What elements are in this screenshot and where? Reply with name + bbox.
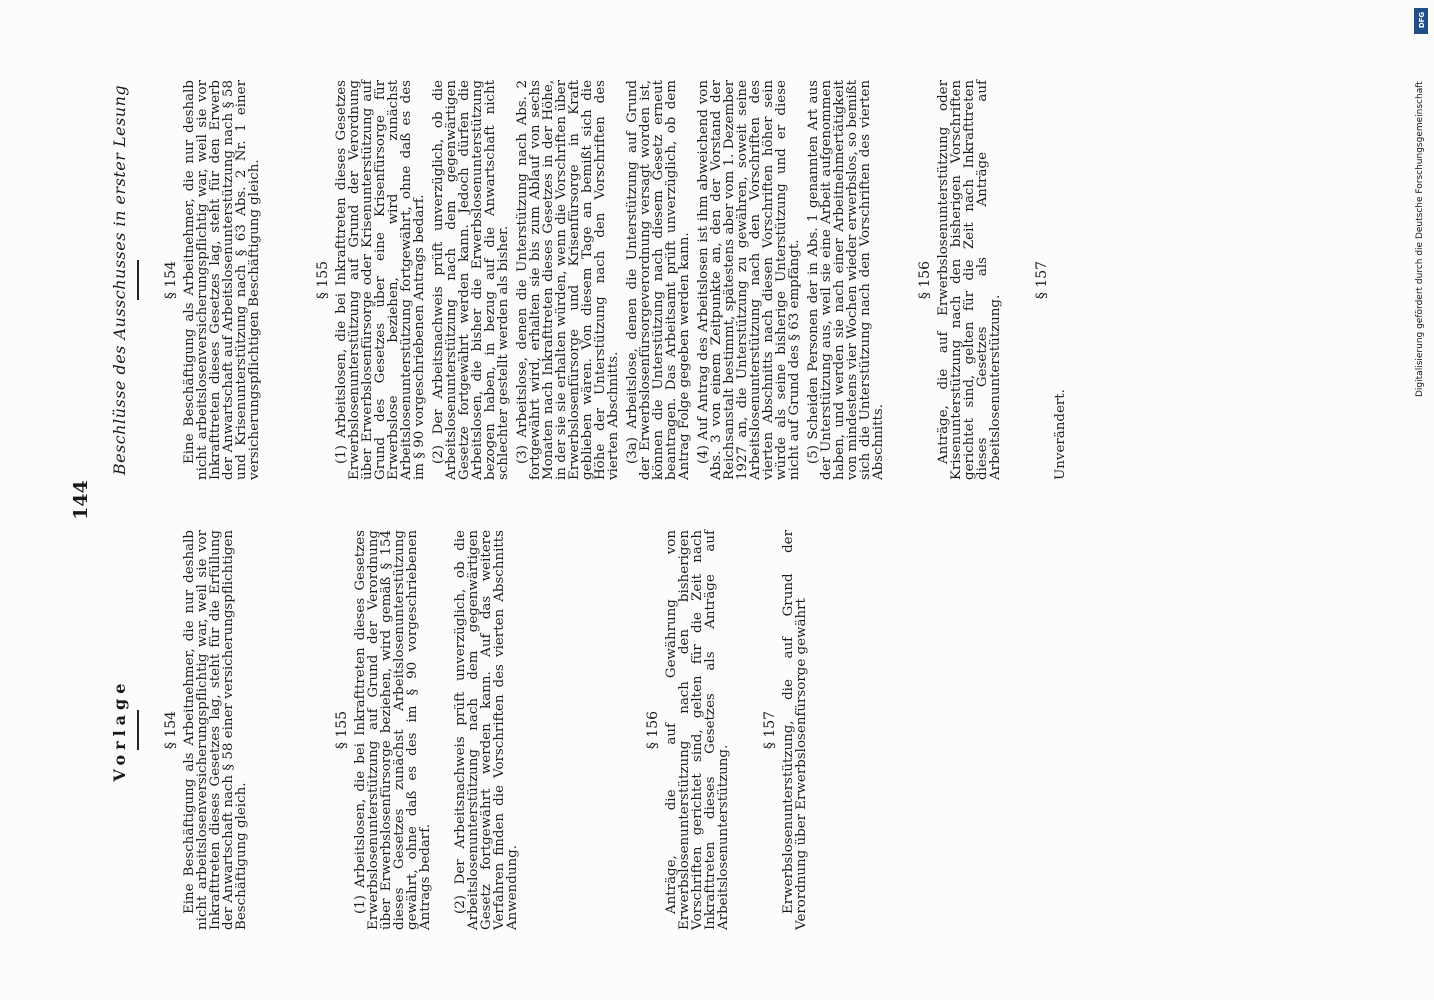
section-155-para-1: (1) Arbeitslosen, die bei Inkrafttreten dieses Gesetzes Erwerbslosenunterstützung auf Grund der Verordnung über Erwerbslosenfürsorge oder Krisenunterstützung auf Grund des Gesetzes über eine Krisenfürsorge für Erwerbslose beziehen, wird zunächst Arbeitslosenunterstützung fortgewährt, ohne daß es des im § 90 vorgeschriebenen Antrags bedarf. xyxy=(334,80,427,480)
section-155-heading: § 155 xyxy=(315,260,331,300)
section-155-para-3a: (3a) Arbeitslose, denen die Unterstützung auf Grund der Erwerbslosenfürsorgeverordnung versagt worden ist, können die Unterstützung nach diesem Gesetz erneut beantragen. Das Arbeitsamt prüft unverzüglich, ob dem Antrag Folge gegeben werden kann. xyxy=(625,80,692,480)
left-column-vorlage xyxy=(110,530,814,930)
right-column-beschluesse xyxy=(110,80,1073,480)
title-rule xyxy=(137,710,139,750)
section-157-text: Erwerbslosenunterstützung, die auf Grund der Verordnung über Erwerbslosenfürsorge gewährt xyxy=(781,530,809,930)
section-154-heading: § 154 xyxy=(163,710,179,750)
section-155-para-1: (1) Arbeitslosen, die bei Inkrafttreten dieses Gesetzes Erwerbslosenunterstützung auf Grund der Verordnung über Erwerbslosenfürsorge beziehen, wird gemäß § 154 dieses Gesetzes zunächst Arbeitslosenunterstützung gewährt, ohne daß es des im § 90 vorgeschriebenen Antrags bedarf. xyxy=(353,530,433,930)
section-155-para-5: (5) Scheiden Personen der in Abs. 1 genannten Art aus der Unterstützung aus, weil sie eine Arbeit aufgenommen haben, und werden sie nach einer Arbeitnehmertätigkeit von mindestens vier Wochen wieder erwerbslos, so bemißt sich die Unterstützung nach den Vorschriften des vierten Abschnitts. xyxy=(806,80,886,480)
section-157-text: Unverändert. xyxy=(1053,389,1068,480)
section-157-heading: § 157 xyxy=(1034,260,1050,300)
section-154-text: Eine Beschäftigung als Arbeitnehmer, die nur deshalb nicht arbeitslosenversicherungspflichtig war, weil sie vor Inkrafttreten dieses Gesetzes lag, steht für die Erfüllung der Anwartschaft nach § 58 einer versicherungspflichtigen Beschäftigung gleich. xyxy=(182,530,249,930)
section-156-text: Anträge, die auf Erwerbslosenunterstützung oder Krisenunterstützung nach den bisherigen Vorschriften gerichtet sind, gelten für die Zeit nach Inkrafttreten dieses Gesetzes als Anträge auf Arbeitslosenunterstützung. xyxy=(936,80,1003,480)
section-155-heading: § 155 xyxy=(334,710,350,750)
left-column-title: Vorlage xyxy=(110,678,129,782)
digitization-credit-sidebar xyxy=(1413,5,1431,995)
right-column-title: Beschlüsse des Ausschusses in erster Lesung xyxy=(110,84,129,476)
section-154-heading: § 154 xyxy=(163,260,179,300)
section-154-text: Eine Beschäftigung als Arbeitnehmer, die nur deshalb nicht arbeitslosenversicherungspflichtig war, weil sie vor Inkrafttreten dieses Gesetzes lag, steht für den Erwerb der Anwartschaft auf Arbeitslosenunterstützung nach § 58 und Krisenunterstützung nach § 63 Abs. 2 Nr. 1 einer versicherungspflichtigen Beschäftigung gleich. xyxy=(182,80,262,480)
section-155-para-3: (3) Arbeitslose, denen die Unterstützung nach Abs. 2 fortgewährt wird, erhalten sie bis zum Ablauf von sechs Monaten nach Inkrafttreten dieses Gesetzes in der Höhe, in der sie sie erhalten würden, wenn die Vorschriften über Erwerbslosenfürsorge und Krisenfürsorge in Kraft geblieben wären. Von diesem Tage an bemißt sich die Höhe der Unterstützung nach den Vorschriften des vierten Abschnitts. xyxy=(515,80,621,480)
page-number: 144 xyxy=(70,480,92,520)
section-156-text: Anträge, die auf Gewährung von Erwerbslosenunterstützung nach den bisherigen Vorschriften gerichtet sind, gelten für die Zeit nach Inkrafttreten dieses Gesetzes als Anträge auf Arbeitslosenunterstützung. xyxy=(664,530,731,930)
digitization-credit-text: Digitalisierung gefördert durch die Deutsche Forschungsgemeinschaft xyxy=(1415,81,1425,397)
section-155-para-4: (4) Auf Antrag des Arbeitslosen ist ihm abweichend von Abs. 3 von einem Zeitpunkte an, den der Vorstand der Reichsanstalt bestimmt, spätestens aber vom 1. Dezember 1927 an, die Unterstützung zu gewähren, soweit seine Arbeitslosenunterstützung nach den Vorschriften des vierten Abschnitts nach diesen Vorschriften höher sein würde als seine bisherige Unterstützung und er diese nicht auf Grund des § 63 empfängt. xyxy=(696,80,802,480)
section-155-para-2: (2) Der Arbeitsnachweis prüft unverzüglich, ob die Arbeitslosenunterstützung nach dem gegenwärtigen Gesetze fortgewährt werden kann. Jedoch dürfen die Arbeitslosen, die bisher die Erwerbslosenunterstützung bezogen haben, in bezug auf die Anwartschaft nicht schlechter gestellt werden als bisher. xyxy=(431,80,511,480)
section-156-heading: § 156 xyxy=(917,260,933,300)
dfg-logo-text: DFG xyxy=(1418,11,1426,29)
section-157-heading: § 157 xyxy=(762,710,778,750)
section-156-heading: § 156 xyxy=(645,710,661,750)
title-rule xyxy=(137,260,139,300)
section-155-para-2: (2) Der Arbeitsnachweis prüft unverzüglich, ob die Arbeitslosenunterstützung nach dem gegenwärtigen Gesetz fortgewährt werden kann. Auf das weitere Verfahren finden die Vorschriften des vierten Abschnitts Anwendung. xyxy=(453,530,520,930)
